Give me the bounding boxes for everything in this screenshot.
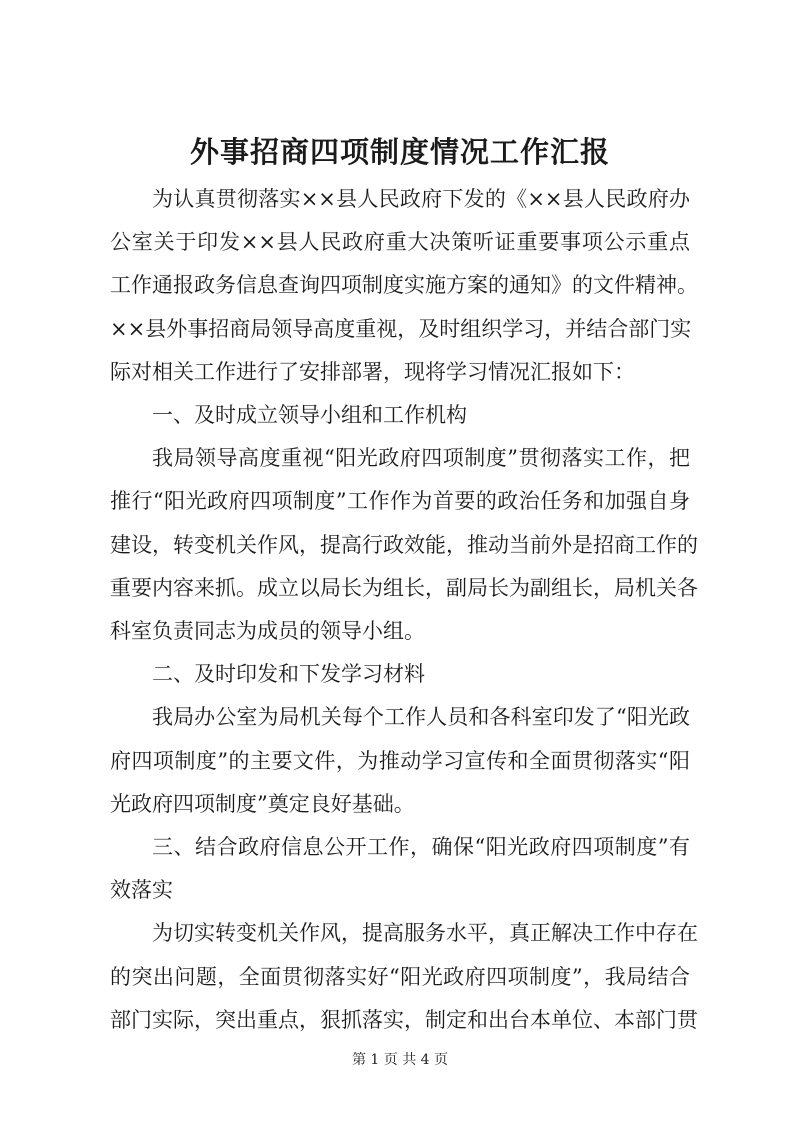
- section-heading: 一、及时成立领导小组和工作机构: [152, 403, 467, 427]
- paragraph-line: 光政府四项制度”奠定良好基础。: [110, 792, 415, 816]
- paragraph-line: 为认真贯彻落实××县人民政府下发的《××县人民政府办: [152, 187, 690, 211]
- paragraph-line: 为切实转变机关作风，提高服务水平，真正解决工作中存在: [152, 921, 698, 945]
- paragraph-line: 部门实际，突出重点，狠抓落实，制定和出台本单位、本部门贯: [110, 1008, 698, 1032]
- section-heading-continued: 效落实: [110, 878, 173, 902]
- paragraph-line: ××县外事招商局领导高度重视，及时组织学习，并结合部门实: [110, 317, 692, 341]
- paragraph-line: 我局领导高度重视“阳光政府四项制度”贯彻落实工作，把: [152, 446, 690, 470]
- page-number-footer: 第 1 页 共 4 页: [351, 1052, 449, 1068]
- section-heading: 三、结合政府信息公开工作，确保“阳光政府四项制度”有: [152, 835, 690, 859]
- paragraph-line: 工作通报政务信息查询四项制度实施方案的通知》的文件精神。: [110, 273, 698, 297]
- paragraph-line: 际对相关工作进行了安排部署，现将学习情况汇报如下：: [110, 360, 635, 384]
- paragraph-line: 公室关于印发××县人民政府重大决策听证重要事项公示重点: [110, 230, 690, 254]
- section-heading: 二、及时印发和下发学习材料: [152, 662, 425, 686]
- paragraph-line: 的突出问题，全面贯彻落实好“阳光政府四项制度”，我局结合: [110, 965, 690, 989]
- paragraph-line: 科室负责同志为成员的领导小组。: [110, 619, 425, 643]
- paragraph-line: 我局办公室为局机关每个工作人员和各科室印发了“阳光政: [152, 705, 690, 729]
- paragraph-line: 推行“阳光政府四项制度”工作作为首要的政治任务和加强自身: [110, 489, 690, 513]
- paragraph-line: 重要内容来抓。成立以局长为组长，副局长为副组长，局机关各: [110, 576, 698, 600]
- paragraph-line: 建设，转变机关作风，提高行政效能，推动当前外是招商工作的: [110, 533, 698, 557]
- document-title: 外事招商四项制度情况工作汇报: [189, 135, 610, 169]
- paragraph-line: 府四项制度”的主要文件，为推动学习宣传和全面贯彻落实“阳: [110, 749, 690, 773]
